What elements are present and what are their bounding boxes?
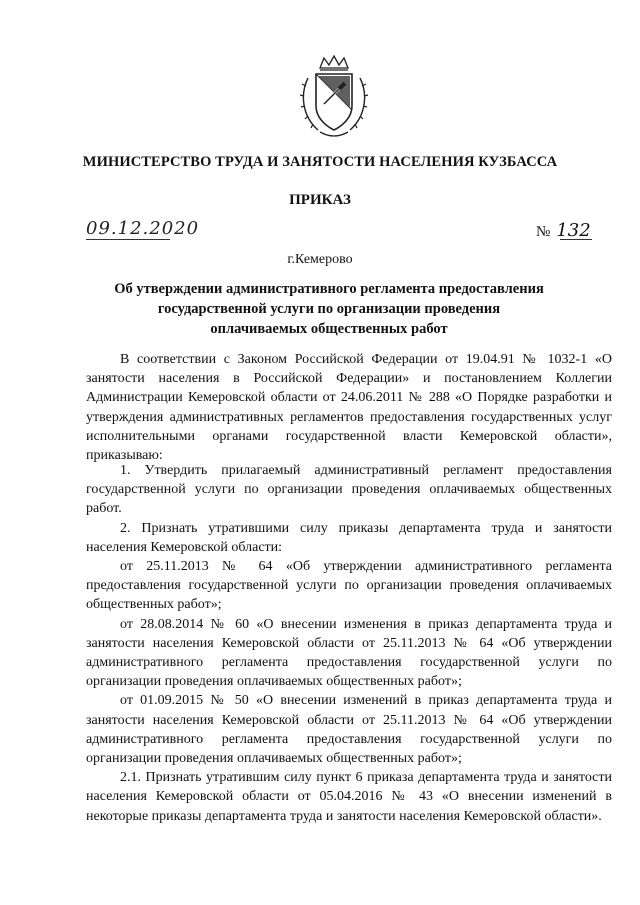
handwritten-number: 132 xyxy=(556,220,591,241)
order-item: от 01.09.2015 № 50 «О внесении изменений в приказ департамента труда и занятости населения Кемеровской области от 25.11.2013 № 64 «Об утверждении административного регламента предоставления государственной услуги по организации проведения оплачиваемых общественных работ»; xyxy=(86,693,612,767)
number-label: № xyxy=(536,224,551,240)
order-item: от 25.11.2013 № 64 «Об утверждении административного регламента предоставления государственной услуги по организации проведения оплачиваемых общественных работ»; xyxy=(86,559,612,613)
coat-of-arms-icon xyxy=(296,54,372,140)
preamble-paragraph: В соответствии с Законом Российской Федерации от 19.04.91 № 1032-1 «О занятости населения в Российской Федерации» и постановлением Коллегии Администрации Кемеровской области от 24.06.2011 № 288 «О Порядке разработки и утверждения административных регламентов предоставления государственных услуг исполнительными органами государственной власти Кемеровской области», приказываю: xyxy=(86,352,612,464)
order-items xyxy=(86,461,612,826)
order-number xyxy=(536,220,591,241)
ministry-name: МИНИСТЕРСТВО ТРУДА И ЗАНЯТОСТИ НАСЕЛЕНИЯ КУЗБАССА xyxy=(82,154,558,170)
order-item: 2.1. Признать утратившим силу пункт 6 приказа департамента труда и занятости населения Кемеровской области от 05.04.2016 № 43 «О внесении изменений в некоторые приказы департамента труда и занятости населения Кемеровской области». xyxy=(86,770,612,824)
document-title: ПРИКАЗ xyxy=(289,192,351,208)
order-subject: Об утверждении административного регламента предоставления государственной услуги по организации проведения оплачиваемых общественных работ xyxy=(114,281,544,337)
preamble-block xyxy=(86,350,612,465)
number-underline xyxy=(560,239,592,240)
date-underline xyxy=(86,239,170,240)
order-item: от 28.08.2014 № 60 «О внесении изменения в приказ департамента труда и занятости населения Кемеровской области от 25.11.2013 № 64 «Об утверждении административного регламента предоставления государственной услуги по организации проведения оплачиваемых общественных работ»; xyxy=(86,616,612,690)
handwritten-date: 09.12.2020 xyxy=(86,218,200,239)
order-item: 2. Признать утратившими силу приказы департамента труда и занятости населения Кемеровской области: xyxy=(86,520,612,555)
order-item: 1. Утвердить прилагаемый административный регламент предоставления государственной услуги по организации проведения оплачиваемых общественных работ. xyxy=(86,463,612,517)
city-name: г.Кемерово xyxy=(287,252,353,267)
